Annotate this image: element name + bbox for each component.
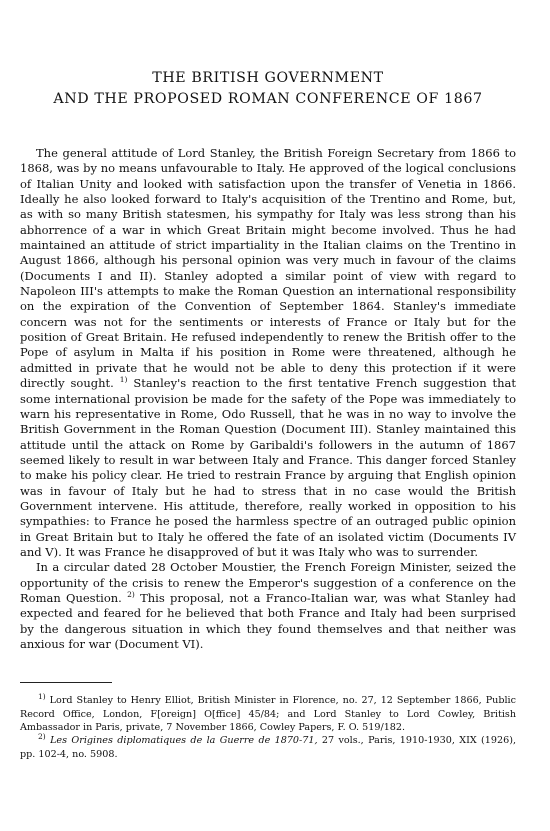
footnote-2-title: Les Origines diplomatiques de la Guerre de 1870-71,	[50, 735, 318, 747]
footnote-1-text: Lord Stanley to Henry Elliot, British Minister in Florence, no. 27, 12 September 1866, Public Record Office, London, F[oreign] O[ffice] 45/84; and Lord Stanley to Lord Cowley, British Ambassador in Paris, private, 7 November 1866, Cowley Papers, F. O. 519/182.	[20, 695, 516, 733]
footnote-2-marker: 2)	[38, 732, 46, 742]
footnote-ref-2: 2)	[127, 590, 135, 600]
footnotes	[20, 694, 516, 760]
paragraph-2-part-2: This proposal, not a Franco-Italian war, was what Stanley had expected and feared for he believed that both France and Italy had been surprised by the dangerous situation in which they found themselves and that neither was anxious for war (Document VI).	[20, 590, 516, 651]
paragraph-1-part-2: Stanley's reaction to the first tentative French suggestion that some international provision be made for the safety of the Pope was immediately to warn his representative in Rome, Odo Russell, that he was in no way to involve the British Government in the Roman Question (Document III). Stanley maintained this attitude until the attack on Rome by Garibaldi's followers in the autumn of 1867 seemed likely to result in war between Italy and France. This danger forced Stanley to make his policy clear. He tried to restrain France by arguing that English opinion was in favour of Italy but he had to stress that in no case would the British Government intervene. His attitude, therefore, really worked in opposition to his sympathies: to France he posed the harmless spectre of an outraged public opinion in Great Britain but to Italy he offered the fate of an isolated victim (Documents IV and V). It was France he disapproved of but it was Italy who was to surrender.	[20, 376, 517, 559]
page-title	[20, 68, 516, 110]
body-text	[20, 146, 516, 652]
paragraph-2-part-1: In a circular dated 28 October Moustier, the French Foreign Minister, seized the opportunity of the crisis to renew the Emperor's suggestion of a conference on the Roman Question.	[20, 560, 516, 605]
footnote-divider	[20, 682, 112, 683]
footnote-ref-1: 1)	[119, 375, 128, 385]
footnote-1	[20, 694, 516, 734]
footnote-1-marker: 1)	[38, 692, 46, 702]
title-line-1: THE BRITISH GOVERNMENT	[152, 70, 384, 86]
footnote-2	[20, 734, 516, 761]
paragraph-1-part-1: The general attitude of Lord Stanley, the British Foreign Secretary from 1866 to 1868, was by no means unfavourable to Italy. He approved of the logical conclusions of Italian Unity and looked with satisfaction upon the transfer of Venetia in 1866. Ideally he also looked forward to Italy's acquisition of the Trentino and Rome, but, as with so many British statesmen, his sympathy for Italy was less strong than his abhorrence of a war in which Great Britain might become involved. Thus he had maintained an attitude of strict impartiality in the Italian claims on the Trentino in August 1866, although his personal opinion was very much in favour of the claims (Documents I and II). Stanley adopted a similar point of view with regard to Napoleon III's attempts to make the Roman Question an international responsibility on the expiration of the Convention of September 1864. Stanley's immediate concern was not for the sentiments or interests of France or Italy but for the position of Great Britain. He refused independently to renew the British offer to the Pope of asylum in Malta if his position in Rome were threatened, although he admitted in private that he would not be able to deny this protection if it were directly sought.	[20, 146, 516, 391]
paragraph-2	[20, 560, 516, 652]
paragraph-1	[20, 146, 516, 560]
title-line-2: AND THE PROPOSED ROMAN CONFERENCE OF 1867	[53, 91, 483, 107]
footnote-2-text: 27 vols., Paris, 1910-1930, XIX (1926), pp. 102-4, no. 5908.	[20, 735, 516, 760]
